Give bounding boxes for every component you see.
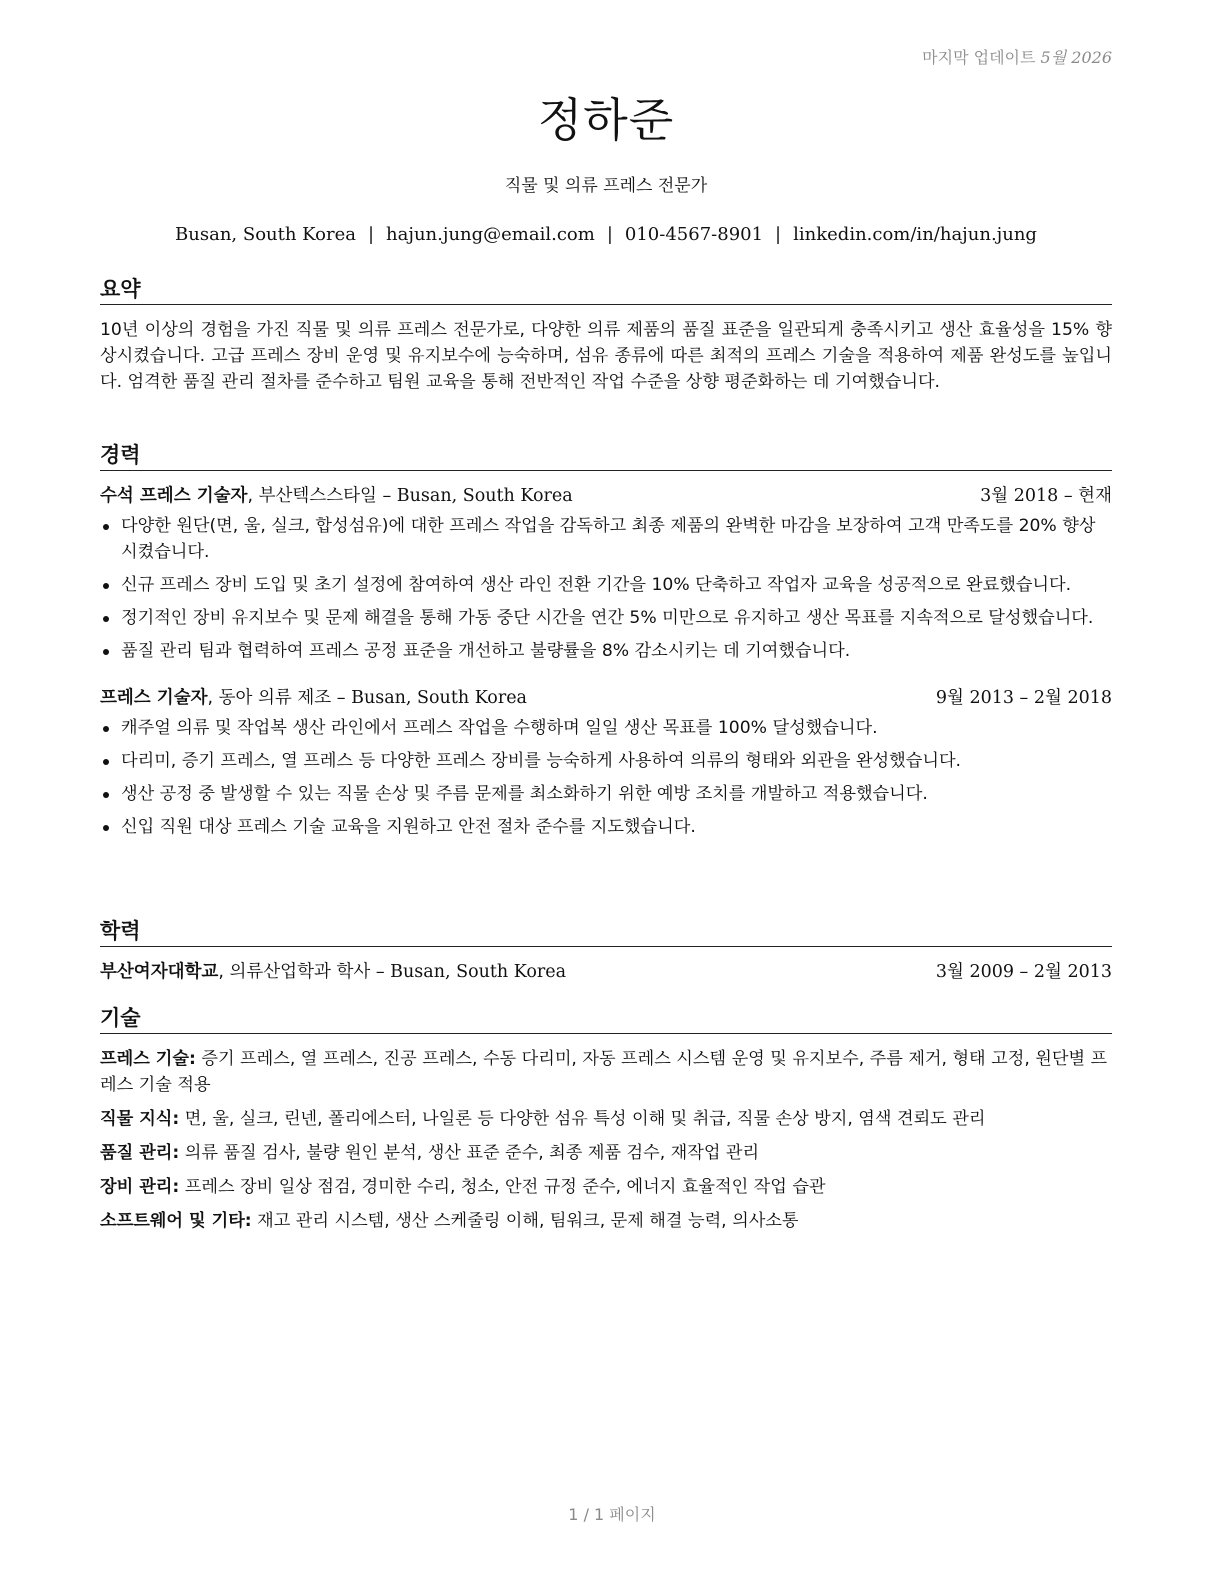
summary-text: 10년 이상의 경험을 가진 직물 및 의류 프레스 전문가로, 다양한 의류 제품의 품질 표준을 일관되게 충족시키고 생산 효율성을 15% 향상시켰습니다. 고급 프레스 장비 운영 및 유지보수에 능숙하며, 섬유 종류에 따른 최적의 프레스 기술을 적용하여 제품 완성도를 높입니다. 엄격한 품질 관리 절차를 준수하고 팀원 교육을 통해 전반적인 작업 수준을 상향 평준화하는 데 기여했습니다. xyxy=(100,320,1112,392)
contact-location: Busan, South Korea xyxy=(175,224,356,245)
contact-phone: 010-4567-8901 xyxy=(624,224,764,245)
experience-heading: 경력 xyxy=(100,442,1112,471)
candidate-name: 정하준 xyxy=(537,93,675,147)
last-updated-label: 마지막 업데이트 xyxy=(922,48,1036,67)
last-updated-month: 5월 xyxy=(1040,48,1067,67)
skills-heading: 기술 xyxy=(100,1005,1112,1034)
education-dates: 3월 2009 – 2월 2013 xyxy=(935,962,1112,982)
job-bullet: 다양한 원단(면, 울, 실크, 합성섬유)에 대한 프레스 작업을 감독하고 최종 제품의 완벽한 마감을 보장하여 고객 만족도를 20% 향상시켰습니다. xyxy=(100,513,1112,565)
job-entry xyxy=(100,483,1112,664)
last-updated xyxy=(922,45,1112,68)
experience-section xyxy=(100,442,1112,847)
job-bullet: 신입 직원 대상 프레스 기술 교육을 지원하고 안전 절차 준수를 지도했습니다. xyxy=(100,814,1112,840)
skill-text: 증기 프레스, 열 프레스, 진공 프레스, 수동 다리미, 자동 프레스 시스템 운영 및 유지보수, 주름 제거, 형태 고정, 원단별 프레스 기술 적용 xyxy=(100,1049,1108,1095)
skill-label: 직물 지식: xyxy=(100,1109,180,1129)
page-indicator: 1 / 1 페이지 xyxy=(568,1505,656,1524)
skill-text: 프레스 장비 일상 점검, 경미한 수리, 청소, 안전 규정 준수, 에너지 효율적인 작업 습관 xyxy=(179,1177,826,1197)
candidate-title: 직물 및 의류 프레스 전문가 xyxy=(504,176,708,196)
skill-label: 프레스 기술: xyxy=(100,1049,196,1069)
job-bullet: 품질 관리 팀과 협력하여 프레스 공정 표준을 개선하고 불량률을 8% 감소시키는 데 기여했습니다. xyxy=(100,638,1112,664)
job-header xyxy=(100,685,1112,711)
job-dates: 3월 2018 – 현재 xyxy=(980,486,1112,506)
job-bullet: 생산 공정 중 발생할 수 있는 직물 손상 및 주름 문제를 최소화하기 위한 예방 조치를 개발하고 적용했습니다. xyxy=(100,781,1112,807)
skill-label: 품질 관리: xyxy=(100,1143,180,1163)
job-dates: 9월 2013 – 2월 2018 xyxy=(935,688,1112,708)
skill-text: 면, 울, 실크, 린넨, 폴리에스터, 나일론 등 다양한 섬유 특성 이해 및 취급, 직물 손상 방지, 염색 견뢰도 관리 xyxy=(179,1109,986,1129)
job-header xyxy=(100,483,1112,509)
job-location: – Busan, South Korea xyxy=(376,486,573,506)
resume-page xyxy=(100,0,1112,1584)
job-company: , 부산텍스스타일 xyxy=(247,486,377,506)
education-location: – Busan, South Korea xyxy=(370,962,567,982)
skill-text: 재고 관리 시스템, 생산 스케줄링 이해, 팀워크, 문제 해결 능력, 의사소통 xyxy=(251,1211,799,1231)
summary-heading: 요약 xyxy=(100,276,1112,305)
contact-separator: | xyxy=(367,224,375,245)
contact-line xyxy=(100,224,1112,245)
skill-item xyxy=(100,1046,1112,1098)
job-location: – Busan, South Korea xyxy=(331,688,527,708)
education-heading: 학력 xyxy=(100,918,1112,947)
skill-text: 의류 품질 검사, 불량 원인 분석, 생산 표준 준수, 최종 제품 검수, 재작업 관리 xyxy=(179,1143,760,1163)
job-bullet: 신규 프레스 장비 도입 및 초기 설정에 참여하여 생산 라인 전환 기간을 10% 단축하고 작업자 교육을 성공적으로 완료했습니다. xyxy=(100,572,1112,598)
job-bullets xyxy=(100,513,1112,664)
contact-separator: | xyxy=(775,224,782,245)
job-bullets xyxy=(100,715,1112,840)
skill-item xyxy=(100,1174,1112,1200)
skill-item xyxy=(100,1106,1112,1132)
job-entry xyxy=(100,685,1112,840)
skill-label: 소프트웨어 및 기타: xyxy=(100,1211,252,1231)
summary-section xyxy=(100,276,1112,395)
skill-item xyxy=(100,1140,1112,1166)
job-role: 프레스 기술자 xyxy=(100,688,208,708)
education-degree: , 의류산업학과 학사 xyxy=(218,962,371,982)
contact-linkedin[interactable]: linkedin.com/in/hajun.jung xyxy=(793,224,1037,245)
contact-separator: | xyxy=(606,224,613,245)
skill-item xyxy=(100,1208,1112,1234)
education-section xyxy=(100,918,1112,985)
job-company: , 동아 의류 제조 xyxy=(207,688,332,708)
skill-label: 장비 관리: xyxy=(100,1177,180,1197)
contact-email[interactable]: hajun.jung@email.com xyxy=(386,224,595,245)
education-entry xyxy=(100,959,1112,985)
skills-section xyxy=(100,1005,1112,1242)
last-updated-year: 2026 xyxy=(1071,48,1112,67)
education-school: 부산여자대학교 xyxy=(100,962,219,982)
job-bullet: 다리미, 증기 프레스, 열 프레스 등 다양한 프레스 장비를 능숙하게 사용하여 의류의 형태와 외관을 완성했습니다. xyxy=(100,748,1112,774)
job-bullet: 정기적인 장비 유지보수 및 문제 해결을 통해 가동 중단 시간을 연간 5% 미만으로 유지하고 생산 목표를 지속적으로 달성했습니다. xyxy=(100,605,1112,631)
job-role: 수석 프레스 기술자 xyxy=(100,486,248,506)
job-bullet: 캐주얼 의류 및 작업복 생산 라인에서 프레스 작업을 수행하며 일일 생산 목표를 100% 달성했습니다. xyxy=(100,715,1112,741)
